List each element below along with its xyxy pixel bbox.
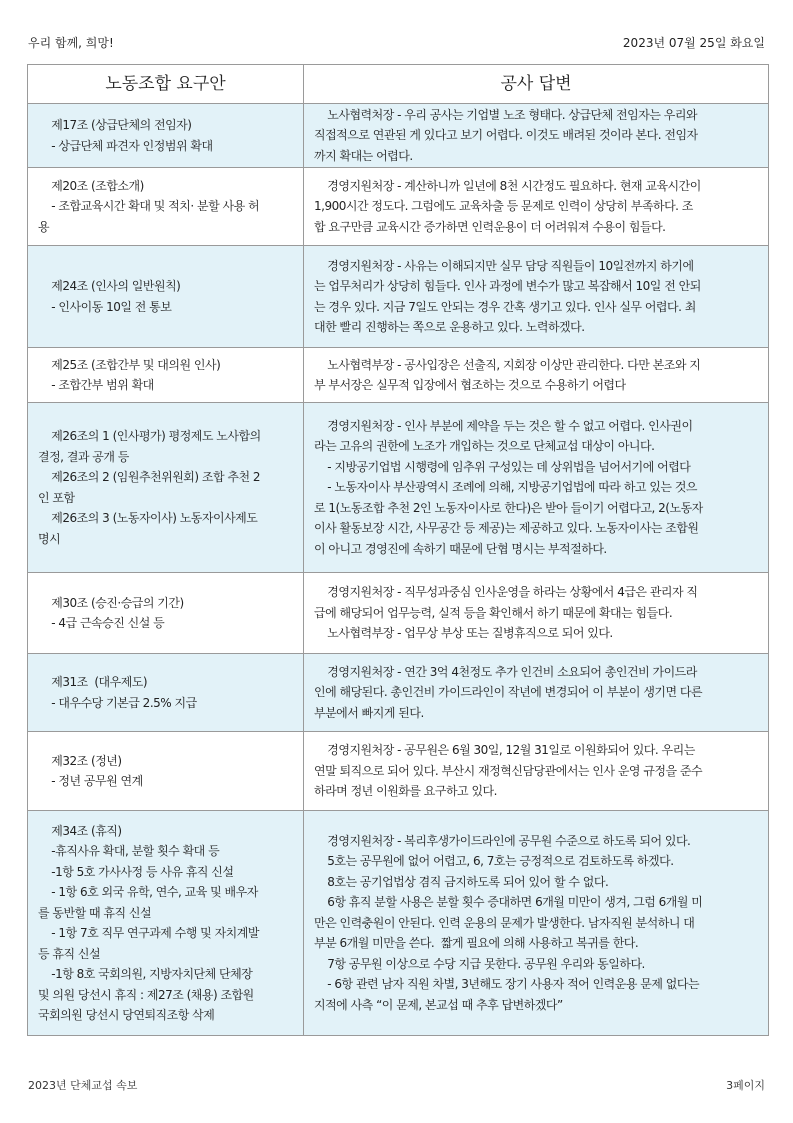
demand-line: - 정년 공무원 연계 [38,774,143,788]
answer-line: 이 아니고 경영진에 속하기 때문에 단협 명시는 부적절하다. [314,541,607,556]
demand-line: 국회의원 당선시 당연퇴직조항 삭제 [38,1008,215,1022]
demand-line: - 4급 근속승진 신설 등 [38,616,165,630]
table-row [28,348,769,403]
column-header-company-answers: 공사 답변 [304,65,769,104]
answer-line: 연말 퇴직으로 되어 있다. 부산시 재정혁신담당관에서는 인사 운영 규정을 준수 [314,763,703,778]
answer-line: 5호는 공무원에 없어 어렵고, 6, 7호는 긍정적으로 검토하도록 하겠다. [314,854,674,869]
column-header-union-demands: 노동조합 요구안 [28,65,304,104]
demand-line: -1항 5호 가사사정 등 사유 휴직 신설 [38,864,234,879]
answer-line: 경영지원처장 - 직무성과중심 인사운영을 하라는 상황에서 4급은 관리자 직 [314,585,698,600]
answer-line: 부분에서 빠지게 된다. [314,705,424,720]
table-row [28,104,769,168]
demand-line: - 인사이동 10일 전 통보 [38,299,172,314]
union-demand-cell [28,732,304,811]
demand-line: 제26조의 2 (임원추천위원회) 조합 추천 2 [38,470,261,484]
answer-line: 부분 6개월 미만을 쓴다. 짧게 필요에 의해 사용하고 복귀를 한다. [314,936,639,951]
table-row [28,168,769,246]
answer-line: - 노동자이사 부산광역시 조례에 의해, 지방공기업법에 따라 하고 있는 것으 [314,480,698,495]
answer-line: 노사협력처장 - 우리 공사는 기업별 노조 형태다. 상급단체 전임자는 우리와 [314,107,698,122]
company-answer-cell [304,732,769,811]
union-demand-cell [28,246,304,348]
company-answer-cell [304,811,769,1036]
table-row [28,246,769,348]
table-row [28,732,769,811]
answer-line: 7항 공무원 이상으로 수당 지급 못한다. 공무원 우리와 동일하다. [314,956,645,971]
demand-line: - 대우수당 기본급 2.5% 지급 [38,695,197,710]
demand-line: 제32조 (정년) [38,753,122,768]
answer-line: 6항 휴직 분할 사용은 분할 횟수 증대하면 6개월 미만이 생겨, 그럼 6개월 미 [314,895,703,910]
demand-line: 제20조 (조합소개) [38,178,144,193]
demand-line: 제24조 (인사의 일반원칙) [38,279,181,293]
answer-line: 경영지원처장 - 사유는 이해되지만 실무 담당 직원들이 10일전까지 하기에 [314,258,694,273]
answer-line: 경영지원처장 - 인사 부분에 제약을 두는 것은 할 수 없고 어렵다. 인사권이 [314,418,693,433]
answer-line: 경영지원처장 - 계산하니까 일년에 8천 시간정도 필요하다. 현재 교육시간이 [314,178,701,193]
footer-page-number: 3페이지 [726,1079,765,1092]
demand-line: - 상급단체 파견자 인정범위 확대 [38,138,213,153]
answer-line: 노사협력부장 - 업무상 부상 또는 질병휴직으로 되어 있다. [314,626,613,641]
demand-line: 제26조의 3 (노동자이사) 노동자이사제도 [38,511,258,525]
answer-line: 급에 해당되어 업무능력, 실적 등을 확인해서 하기 때문에 확대는 힘들다. [314,605,673,620]
demand-line: 인 포함 [38,490,75,505]
union-demand-cell [28,403,304,573]
answer-line: 로 1(노동조합 추천 2인 노동자이사로 한다)은 받아 들이기 어렵다고, 2(노동자 [314,500,703,515]
answer-line: 대한 빨리 진행하는 쪽으로 운용하고 있다. 노력하겠다. [314,320,585,334]
table-row [28,403,769,573]
union-demand-cell [28,811,304,1036]
demand-line: 등 휴직 신설 [38,946,101,961]
table-row [28,811,769,1036]
table-row [28,573,769,654]
demand-line: 제30조 (승진·승급의 기간) [38,595,184,610]
demand-line: 결정, 결과 공개 등 [38,449,129,464]
answer-line: 지적에 사측 “이 문제, 본교섭 때 추후 답변하겠다” [314,997,563,1012]
answer-line: 8호는 공기업법상 겸직 금지하도록 되어 있어 할 수 없다. [314,874,609,889]
header-slogan: 우리 함께, 희망! [28,36,114,50]
demand-line: 명시 [38,531,61,546]
page-header [28,34,765,52]
demand-line: 를 동반할 때 휴직 신설 [38,905,152,920]
table-row [28,654,769,732]
company-answer-cell [304,104,769,168]
union-demand-cell [28,573,304,654]
demand-line: 용 [38,219,50,234]
demand-line: 제25조 (조합간부 및 대의원 인사) [38,357,221,372]
demand-line: 제34조 (휴직) [38,823,122,838]
union-demand-cell [28,654,304,732]
demand-line: 제17조 (상급단체의 전임자) [38,118,192,132]
negotiation-table [27,64,769,1036]
answer-line: 경영지원처장 - 연간 3억 4천정도 추가 인건비 소요되어 총인건비 가이드라 [314,664,697,679]
union-demand-cell [28,168,304,246]
answer-line: 경영지원처장 - 복리후생가이드라인에 공무원 수준으로 하도록 되어 있다. [314,833,691,848]
company-answer-cell [304,348,769,403]
answer-line: 직접적으로 연관된 게 있다고 보기 어렵다. 이것도 배려된 것이라 본다. 전임자 [314,128,698,143]
table-header-row [28,65,769,104]
company-answer-cell [304,403,769,573]
company-answer-cell [304,654,769,732]
answer-line: 까지 확대는 어렵다. [314,148,413,163]
answer-line: 합 요구만큼 교육시간 증가하면 인력운용이 더 어려워져 수용이 힘들다. [314,219,666,234]
answer-line: 하라며 정년 이원화를 요구하고 있다. [314,784,497,799]
union-demand-cell [28,104,304,168]
demand-line: - 조합간부 범위 확대 [38,378,154,392]
answer-line: 1,900시간 정도다. 그럼에도 교육차출 등 문제로 인력이 상당히 부족하다. 조 [314,199,693,214]
answer-line: 는 경우 있다. 지금 7일도 안되는 경우 간혹 생기고 있다. 인사 실무 어렵다. 최 [314,299,696,314]
answer-line: 노사협력부장 - 공사입장은 선출직, 지회장 이상만 관리한다. 다만 본조와 지 [314,357,701,372]
answer-line: 만은 인력충원이 안된다. 인력 운용의 문제가 발생한다. 남자직원 분석하니 대 [314,915,695,930]
answer-line: 는 업무처리가 상당히 힘들다. 인사 과정에 변수가 많고 복잡해서 10일 전 안되 [314,279,701,293]
footer-publication: 2023년 단체교섭 속보 [28,1079,138,1092]
demand-line: -1항 8호 국회의원, 지방자치단체 단체장 [38,967,253,981]
answer-line: - 6항 관련 남자 직원 차별, 3년해도 장기 사용자 적어 인력운용 문제 없다는 [314,977,700,992]
answer-line: 부 부서장은 실무적 입장에서 협조하는 것으로 수용하기 어렵다 [314,378,626,392]
union-demand-cell [28,348,304,403]
header-date: 2023년 07월 25일 화요일 [622,36,765,50]
demand-line: 제26조의 1 (인사평가) 평정제도 노사합의 [38,429,261,443]
answer-line: - 지방공기업법 시행령에 임추위 구성있는 데 상위법을 넘어서기에 어렵다 [314,459,691,474]
answer-line: 이사 활동보장 시간, 사무공간 등 제공)는 제공하고 있다. 노동자이사는 조합원 [314,521,699,536]
demand-line: -휴직사유 확대, 분할 횟수 확대 등 [38,844,220,858]
demand-line: - 1항 6호 외국 유학, 연수, 교육 및 배우자 [38,885,258,899]
company-answer-cell [304,168,769,246]
answer-line: 경영지원처장 - 공무원은 6월 30일, 12월 31일로 이원화되어 있다. 우리는 [314,743,695,758]
demand-line: 제31조 (대우제도) [38,675,148,689]
company-answer-cell [304,246,769,348]
company-answer-cell [304,573,769,654]
demand-line: 및 의원 당선시 휴직 : 제27조 (채용) 조합원 [38,987,254,1002]
answer-line: 인에 해당된다. 총인건비 가이드라인이 작년에 변경되어 이 부분이 생기면 다른 [314,685,703,700]
demand-line: - 조합교육시간 확대 및 적치· 분할 사용 허 [38,199,260,214]
answer-line: 라는 고유의 권한에 노조가 개입하는 것으로 단체교섭 대상이 아니다. [314,439,655,454]
demand-line: - 1항 7호 직무 연구과제 수행 및 자치계발 [38,926,259,940]
